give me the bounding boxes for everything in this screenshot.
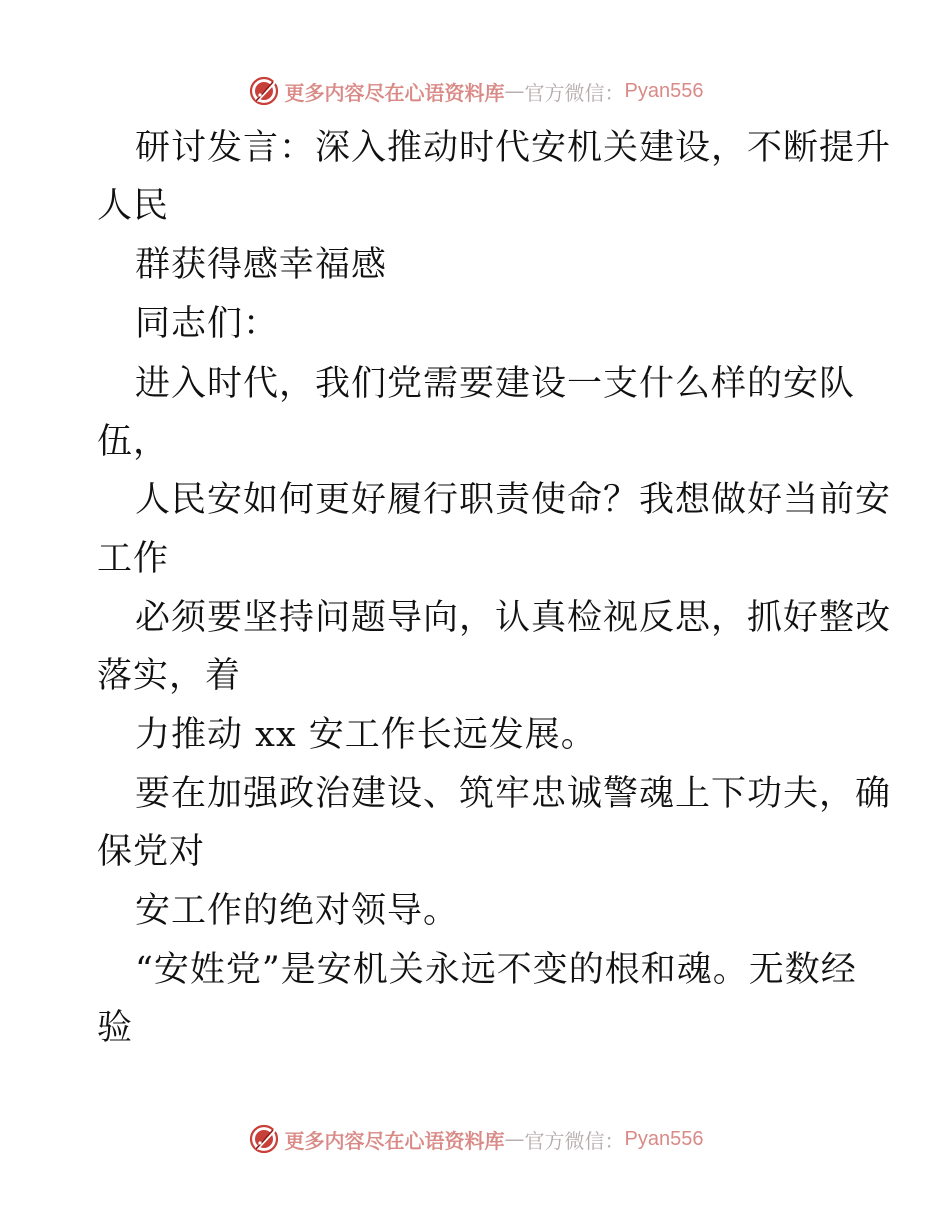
header-watermark [0,71,950,111]
watermark-wechat-id: Pyan556 [624,79,704,102]
watermark-wechat-label: 官方微信： [524,80,625,105]
watermark-site-text: 更多内容尽在心语资料库 [284,1128,505,1153]
doc-line-7: 人民安如何更好履行职责使命？我想做好当前安 [135,480,892,520]
doc-line-16: 验 [97,1008,134,1048]
watermark-wechat-label: 官方微信： [524,1128,625,1153]
doc-line-4: 同志们： [135,304,280,344]
quill-logo-icon [247,1122,281,1156]
footer-watermark [0,1119,950,1159]
doc-line-10: 落实，着 [97,656,242,696]
doc-line-11: 力推动 xx 安工作长远发展。 [135,715,597,755]
watermark-wechat-id: Pyan556 [624,1127,704,1150]
doc-line-6: 伍， [97,422,170,462]
doc-line-1: 研讨发言：深入推动时代安机关建设，不断提升 [135,128,892,168]
doc-line-9: 必须要坚持问题导向，认真检视反思，抓好整改 [135,598,892,638]
watermark-site-text: 更多内容尽在心语资料库 [284,80,505,105]
doc-line-2: 人民 [97,186,170,226]
doc-line-3: 群获得感幸福感 [135,245,388,285]
quill-logo-icon [247,74,281,108]
doc-line-8: 工作 [97,539,170,579]
watermark-dash: — [504,1127,525,1151]
doc-line-15: “安姓党”是安机关永远不变的根和魂。无数经 [135,950,857,990]
doc-line-13: 保党对 [97,832,206,872]
doc-line-14: 安工作的绝对领导。 [135,891,460,931]
doc-line-5: 进入时代，我们党需要建设一支什么样的安队 [135,364,856,404]
watermark-dash: — [504,79,525,103]
doc-line-12: 要在加强政治建设、筑牢忠诚警魂上下功夫，确 [135,774,892,814]
